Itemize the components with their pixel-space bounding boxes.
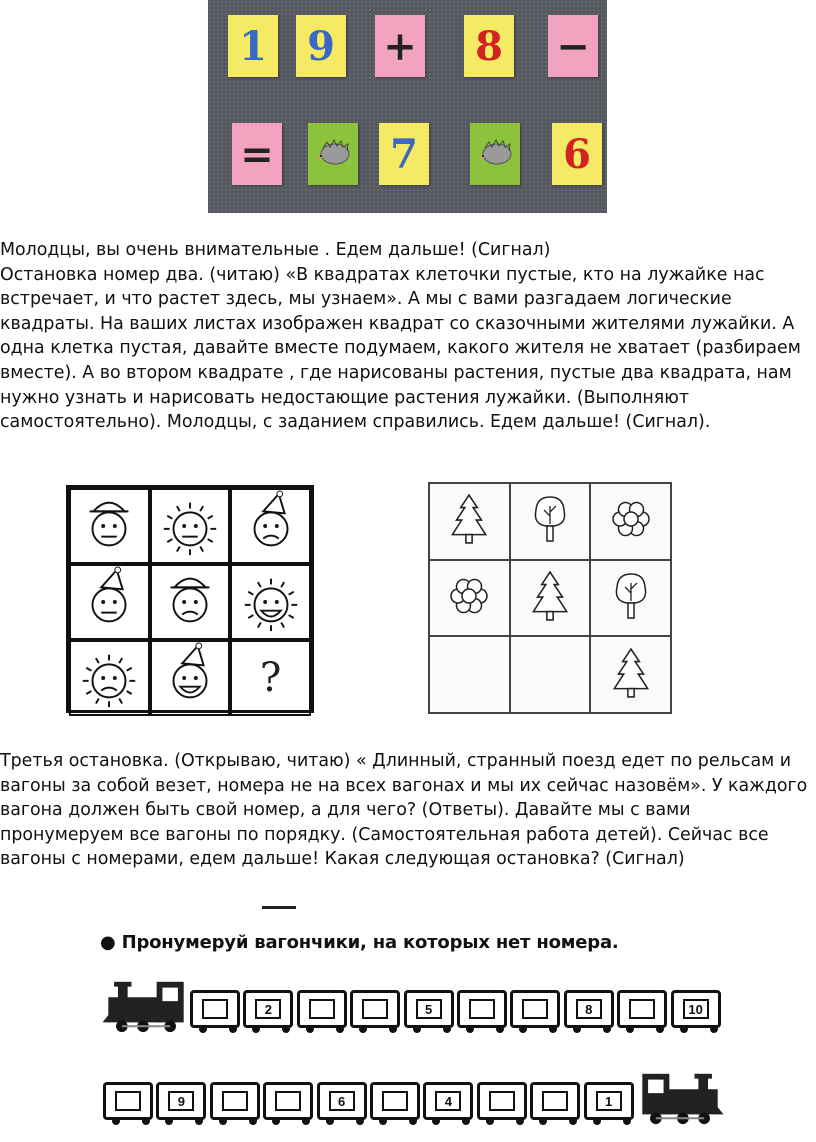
face-cell bbox=[150, 640, 231, 716]
number-card: − bbox=[548, 15, 598, 77]
cap-face-icon bbox=[78, 566, 140, 638]
fir-tree-icon bbox=[529, 570, 571, 626]
plant-cell bbox=[590, 483, 671, 560]
wagon-number: 5 bbox=[416, 999, 442, 1019]
plants-logic-grid bbox=[428, 482, 672, 714]
wagon-number-empty[interactable] bbox=[629, 999, 655, 1019]
hedgehog-icon bbox=[477, 131, 513, 178]
face-cell bbox=[69, 640, 150, 716]
hat-face-icon bbox=[78, 490, 140, 562]
wagon bbox=[370, 1082, 420, 1120]
wagon bbox=[297, 990, 347, 1028]
wagon-number: 6 bbox=[329, 1091, 355, 1111]
hedgehog-card bbox=[470, 123, 520, 185]
plant-cell bbox=[429, 560, 510, 637]
plant-cell bbox=[590, 560, 671, 637]
flower-icon bbox=[447, 574, 491, 622]
wagon bbox=[477, 1082, 527, 1120]
wagon-number: 1 bbox=[596, 1091, 622, 1111]
face-cell bbox=[69, 564, 150, 640]
wagon-number-empty[interactable] bbox=[115, 1091, 141, 1111]
wagon bbox=[404, 990, 454, 1028]
deciduous-tree-icon bbox=[530, 494, 570, 548]
wagon bbox=[190, 990, 240, 1028]
wagon bbox=[423, 1082, 473, 1120]
wagon bbox=[210, 1082, 260, 1120]
paragraph-station-two: Молодцы, вы очень внимательные . Едем дальше! (Сигнал) Остановка номер два. (читаю) «В квадратах клеточки пустые, кто на лужайке нас встречает, и что растет здесь, мы узнаем». А мы с вами разгадаем логические квадраты. На ваших листах изображен квадрат со сказочными жителями лужайки. А одна клетка пустая, давайте вместе подумаем, какого жителя не хватает (разбираем вместе). А во втором квадрате , где нарисованы растения, пустые два квадрата, нам нужно узнать и нарисовать недостающие растения лужайки. (Выполняют самостоятельно). Молодцы, с заданием справились. Едем дальше! (Сигнал). bbox=[0, 240, 801, 433]
flower-icon bbox=[609, 497, 653, 545]
cap-sad-face-icon bbox=[240, 490, 302, 562]
wagon bbox=[103, 1082, 153, 1120]
face-cell bbox=[230, 488, 311, 564]
wagon bbox=[530, 1082, 580, 1120]
locomotive-icon bbox=[636, 1068, 724, 1130]
number-card: 7 bbox=[379, 123, 429, 185]
bullet-icon: ● bbox=[100, 932, 116, 953]
wagon bbox=[350, 990, 400, 1028]
wagon-number: 10 bbox=[683, 999, 709, 1019]
plant-cell bbox=[429, 483, 510, 560]
face-cell bbox=[69, 488, 150, 564]
wagon bbox=[317, 1082, 367, 1120]
wagon-number-empty[interactable] bbox=[309, 999, 335, 1019]
train-row-1 bbox=[0, 990, 816, 1050]
wagon-number-empty[interactable] bbox=[522, 999, 548, 1019]
number-card: 8 bbox=[464, 15, 514, 77]
worksheet-instruction bbox=[100, 932, 619, 953]
sun-smile-face-icon bbox=[240, 566, 302, 638]
wagon bbox=[263, 1082, 313, 1120]
wagon-number-empty[interactable] bbox=[222, 1091, 248, 1111]
wagon-number-empty[interactable] bbox=[362, 999, 388, 1019]
empty-plant-cell bbox=[429, 636, 510, 713]
sun-face-icon bbox=[159, 490, 221, 562]
plant-cell bbox=[590, 636, 671, 713]
face-cell bbox=[230, 564, 311, 640]
number-card: + bbox=[375, 15, 425, 77]
instruction-text: Пронумеруй вагончики, на которых нет номера. bbox=[121, 932, 619, 953]
face-cell bbox=[230, 640, 311, 716]
wagon bbox=[617, 990, 667, 1028]
fir-tree-icon bbox=[448, 493, 490, 549]
train-row-2 bbox=[0, 1082, 816, 1142]
scan-mark bbox=[262, 906, 296, 909]
hedgehog-card bbox=[308, 123, 358, 185]
wagon-number: 8 bbox=[576, 999, 602, 1019]
cap-smile-face-icon bbox=[159, 642, 221, 714]
wagon-number-empty[interactable] bbox=[469, 999, 495, 1019]
wagon bbox=[156, 1082, 206, 1120]
sun-sad-face-icon bbox=[78, 642, 140, 714]
deciduous-tree-icon bbox=[611, 571, 651, 625]
wagon-number: 9 bbox=[168, 1091, 194, 1111]
face-cell bbox=[150, 488, 231, 564]
wagon bbox=[457, 990, 507, 1028]
empty-plant-cell bbox=[510, 636, 591, 713]
wagon bbox=[584, 1082, 634, 1120]
question-mark: ? bbox=[259, 655, 282, 701]
number-card: 6 bbox=[552, 123, 602, 185]
locomotive-icon bbox=[102, 976, 190, 1038]
wagon-number-empty[interactable] bbox=[489, 1091, 515, 1111]
wagon-number-empty[interactable] bbox=[542, 1091, 568, 1111]
wagon-number-empty[interactable] bbox=[202, 999, 228, 1019]
plant-cell bbox=[510, 483, 591, 560]
face-cell bbox=[150, 564, 231, 640]
wagon-number: 4 bbox=[435, 1091, 461, 1111]
faces-logic-grid bbox=[66, 485, 314, 713]
cards-photo bbox=[208, 0, 607, 213]
number-card: 1 bbox=[228, 15, 278, 77]
wagon bbox=[510, 990, 560, 1028]
hedgehog-icon bbox=[315, 131, 351, 178]
wagon bbox=[671, 990, 721, 1028]
number-card: 9 bbox=[296, 15, 346, 77]
hat-sad-face-icon bbox=[159, 566, 221, 638]
wagon-number: 2 bbox=[255, 999, 281, 1019]
fir-tree-icon bbox=[610, 647, 652, 703]
wagon-number-empty[interactable] bbox=[275, 1091, 301, 1111]
wagon bbox=[564, 990, 614, 1028]
wagon-number-empty[interactable] bbox=[382, 1091, 408, 1111]
plant-cell bbox=[510, 560, 591, 637]
wagon bbox=[243, 990, 293, 1028]
number-card: = bbox=[232, 123, 282, 185]
paragraph-station-three: Третья остановка. (Открываю, читаю) « Длинный, странный поезд едет по рельсам и вагоны за собой везет, номера не на всех вагонах и мы их сейчас назовём». У каждого вагона должен быть свой номер, а для чего? (Ответы). Давайте мы с вами пронумеруем все вагоны по порядку. (Самостоятельная работа детей). Сейчас все вагоны с номерами, едем дальше! Какая следующая остановка? (Сигнал) bbox=[0, 751, 808, 870]
